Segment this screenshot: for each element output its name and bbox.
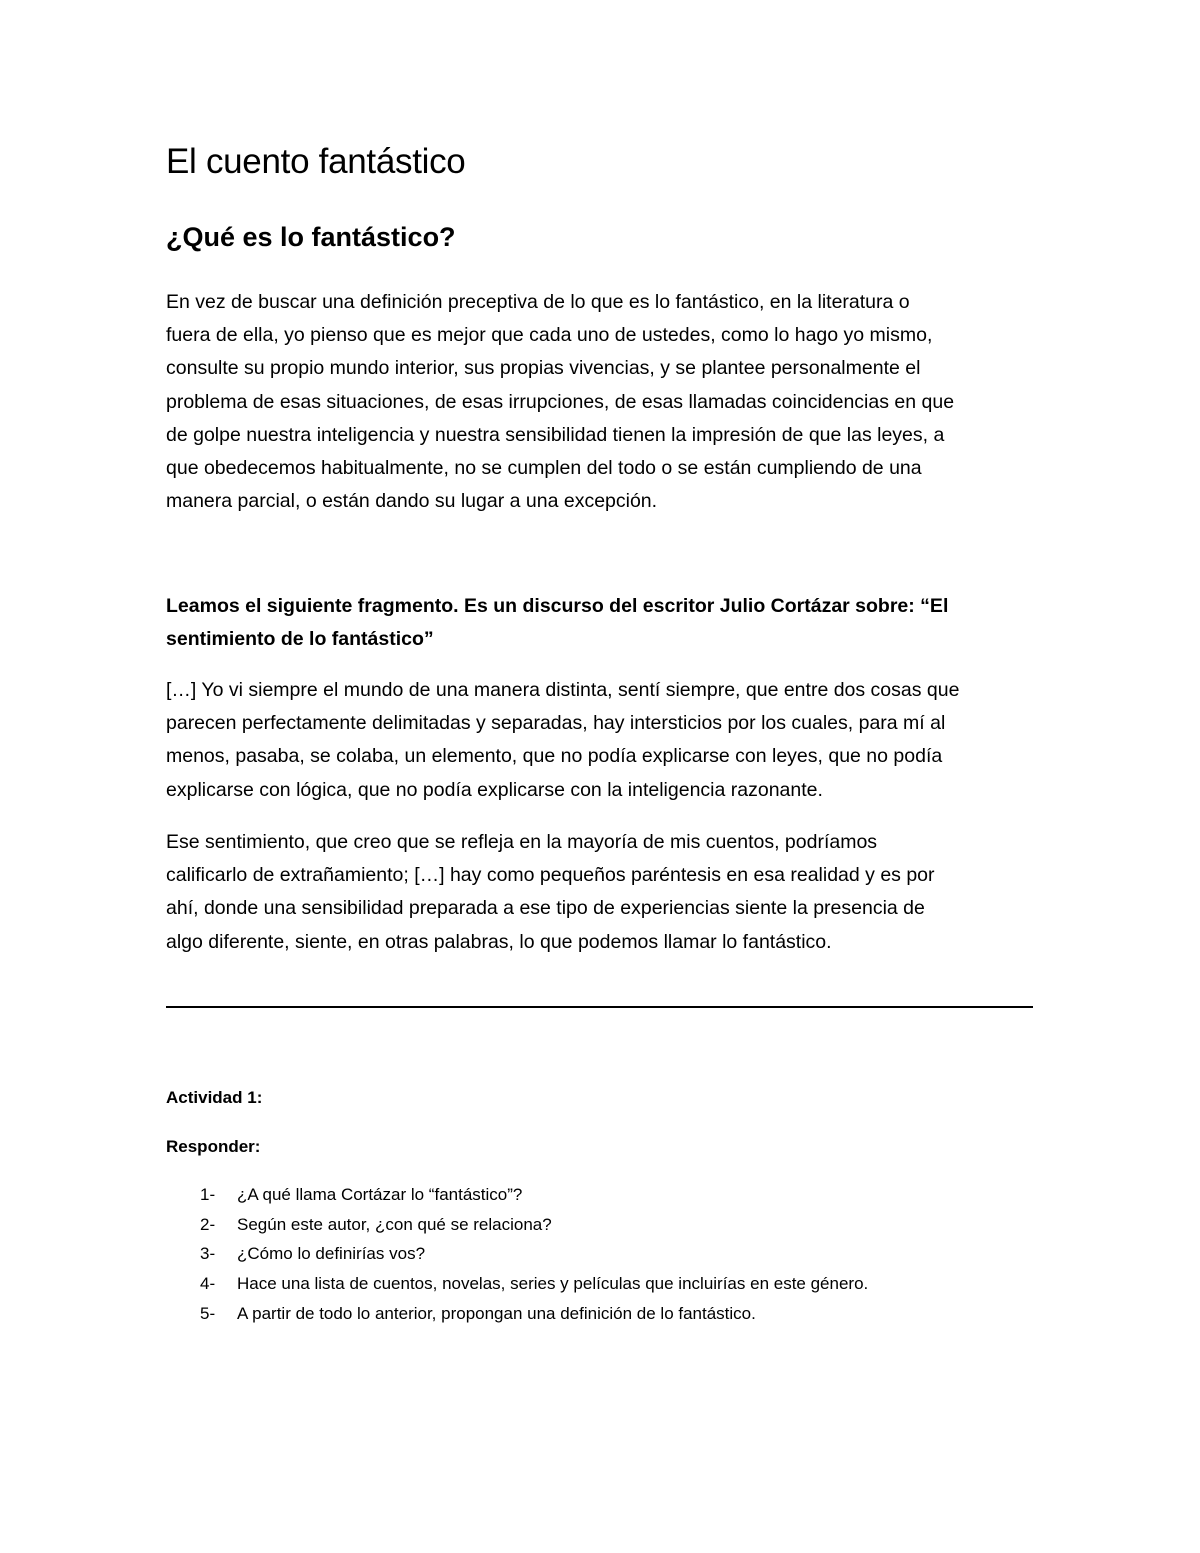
fragment-intro: [166, 590, 1046, 656]
quote-line: calificarlo de extrañamiento; […] hay como pequeños paréntesis en esa realidad y es por: [166, 864, 935, 887]
quote-line: […] Yo vi siempre el mundo de una manera distinta, sentí siempre, que entre dos cosas que: [166, 679, 960, 701]
quote-line: explicarse con lógica, que no podía explicarse con la inteligencia razonante.: [166, 778, 823, 801]
intro-line: problema de esas situaciones, de esas irrupciones, de esas llamadas coincidencias en que: [166, 390, 955, 413]
intro-paragraph: [166, 286, 1046, 518]
quote-paragraph-2: [166, 826, 1046, 959]
question-text: Según este autor, ¿con qué se relaciona?: [237, 1214, 552, 1234]
quote-line: algo diferente, siente, en otras palabras, lo que podemos llamar lo fantástico.: [166, 930, 832, 953]
intro-line: manera parcial, o están dando su lugar a una excepción.: [166, 490, 658, 513]
question-number: 4-: [200, 1274, 216, 1294]
question-number: 5-: [200, 1303, 216, 1323]
activity-title: Actividad 1:: [166, 1088, 263, 1107]
quote-line: Ese sentimiento, que creo que se refleja en la mayoría de mis cuentos, podríamos: [166, 831, 878, 853]
intro-line: de golpe nuestra inteligencia y nuestra sensibilidad tienen la impresión de que las leyes, a: [166, 423, 945, 446]
question-text: A partir de todo lo anterior, propongan una definición de lo fantástico.: [237, 1303, 756, 1323]
fragment-intro-line: sentimiento de lo fantástico”: [166, 628, 434, 651]
question-number: 3-: [200, 1244, 216, 1264]
question-text: Hace una lista de cuentos, novelas, series y películas que incluirías en este género.: [237, 1274, 869, 1294]
intro-line: que obedecemos habitualmente, no se cumplen del todo o se están cumpliendo de una: [166, 457, 922, 480]
activity-subtitle: Responder:: [166, 1137, 261, 1156]
question-number: 2-: [200, 1214, 216, 1234]
quote-paragraph-1: [166, 674, 1046, 807]
quote-line: menos, pasaba, se colaba, un elemento, que no podía explicarse con leyes, que no podía: [166, 745, 943, 768]
page-title: El cuento fantástico: [166, 142, 466, 181]
horizontal-divider: [166, 1006, 1033, 1008]
question-text: ¿A qué llama Cortázar lo “fantástico”?: [237, 1185, 523, 1204]
quote-line: ahí, donde una sensibilidad preparada a ese tipo de experiencias siente la presencia de: [166, 897, 925, 920]
section-subtitle: ¿Qué es lo fantástico?: [166, 222, 456, 252]
intro-line: fuera de ella, yo pienso que es mejor que cada uno de ustedes, como lo hago yo mismo,: [166, 324, 933, 347]
intro-line: consulte su propio mundo interior, sus propias vivencias, y se plantee personalmente el: [166, 357, 921, 380]
quote-line: parecen perfectamente delimitadas y separadas, hay intersticios por los cuales, para mí al: [166, 712, 946, 735]
question-number: 1-: [200, 1185, 216, 1204]
intro-line: En vez de buscar una definición preceptiva de lo que es lo fantástico, en la literatura o: [166, 291, 910, 313]
fragment-intro-line: Leamos el siguiente fragmento. Es un discurso del escritor Julio Cortázar sobre: “El: [166, 595, 949, 617]
question-text: ¿Cómo lo definirías vos?: [237, 1244, 426, 1264]
